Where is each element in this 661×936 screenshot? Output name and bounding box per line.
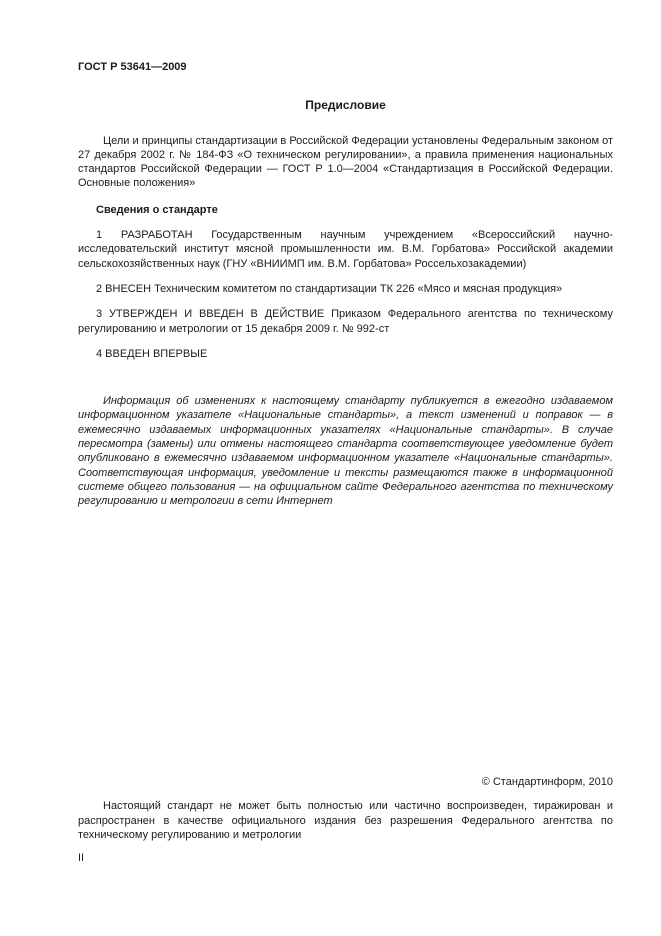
page-footer bbox=[78, 775, 613, 865]
standard-info-heading: Сведения о стандарте bbox=[96, 203, 218, 216]
page-number: II bbox=[78, 852, 85, 865]
standard-info-item-2: 2 ВНЕСЕН Техническим комитетом по стандартизации ТК 226 «Мясо и мясная продукция» bbox=[96, 282, 563, 295]
amendments-notice: Информация об изменениях к настоящему стандарту публикуется в ежегодно издаваемом информационном указателе «Национальные стандарты», а текст изменений и поправок — в ежемесячно издаваемых информационных указателях «Национальные стандарты». В случае пересмотра (замены) или отмены настоящего стандарта соответствующее уведомление будет опубликовано в ежемесячно издаваемом информационном указателе «Национальные стандарты». Соответствующая информация, уведомление и тексты размещаются также в информационной системе общего пользования — на официальном сайте Федерального агентства по техническому регулированию и метрологии в сети Интернет bbox=[78, 395, 613, 508]
standard-info-item-4: 4 ВВЕДЕН ВПЕРВЫЕ bbox=[96, 347, 208, 360]
intro-paragraph: Цели и принципы стандартизации в Российской Федерации установлены Федеральным законом от 27 декабря 2002 г. № 184-ФЗ «О техническом регулировании», а правила применения национальных стандартов Российской Федерации — ГОСТ Р 1.0—2004 «Стандартизация в Российской Федерации. Основные положения» bbox=[78, 134, 613, 190]
doc-number: ГОСТ Р 53641—2009 bbox=[78, 61, 187, 73]
standard-info-item-1: 1 РАЗРАБОТАН Государственным научным учреждением «Всероссийский научно-исследовательский институт мясной промышленности им. В.М. Горбатова» Российской академии сельскохозяйственных наук (ГНУ «ВНИИМП им. В.М. Горбатова» Россельхозакадемии) bbox=[78, 229, 613, 270]
standard-info-item-3: 3 УТВЕРЖДЕН И ВВЕДЕН В ДЕЙСТВИЕ Приказом Федерального агентства по техническому регулированию и метрологии от 15 декабря 2009 г. № 992-ст bbox=[78, 308, 613, 335]
reproduction-notice: Настоящий стандарт не может быть полностью или частично воспроизведен, тиражирован и распространен в качестве официального издания без разрешения Федерального агентства по техническому регулированию и метрологии bbox=[78, 800, 613, 841]
copyright-line: © Стандартинформ, 2010 bbox=[481, 776, 613, 788]
page-content bbox=[78, 60, 613, 509]
page-title: Предисловие bbox=[305, 98, 386, 113]
